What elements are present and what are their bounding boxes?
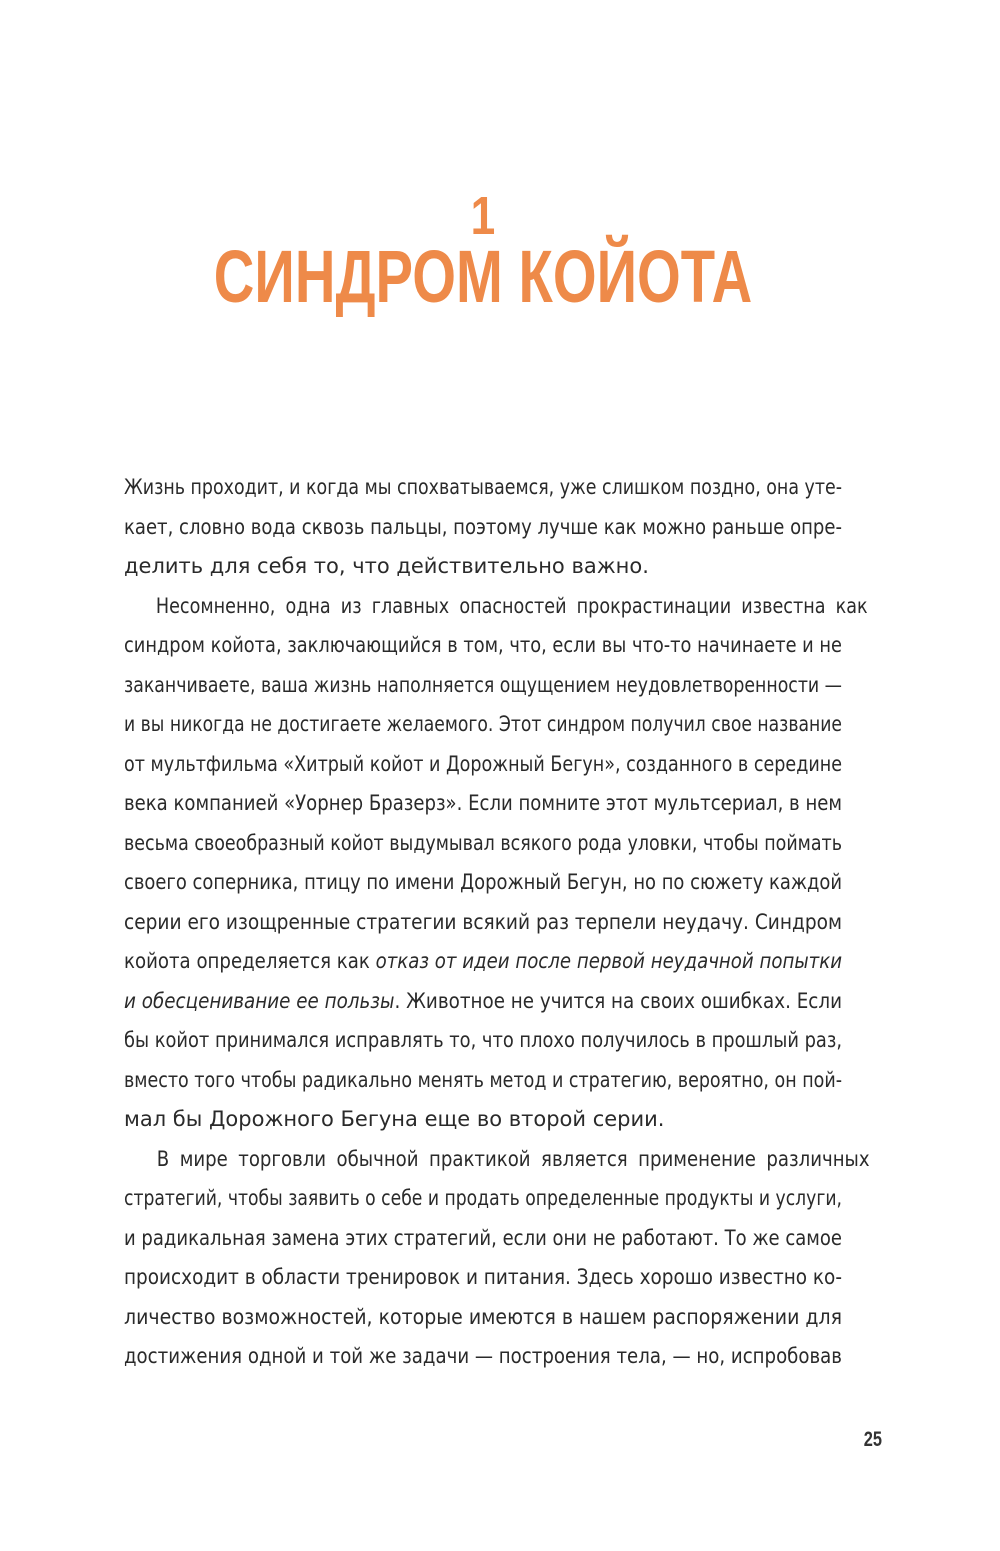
text-line: вместо того чтобы радикально менять метод и стратегию, вероятно, он пой- bbox=[124, 1067, 842, 1092]
text-line: Несомненно, одна из главных опасностей прокрастинации известна как bbox=[155, 593, 868, 618]
text-line: достижения одной и той же задачи — построения тела, — но, испробовав bbox=[124, 1344, 842, 1368]
text-line: личество возможностей, которые имеются в нашем распоряжении для bbox=[124, 1304, 842, 1329]
text-line: века компанией «Уорнер Бразерз». Если помните этот мультсериал, в нем bbox=[124, 791, 842, 815]
paragraph bbox=[124, 468, 842, 587]
text-line: мал бы Дорожного Бегуна еще во второй серии. bbox=[124, 1107, 665, 1131]
text-line: происходит в области тренировок и питания. Здесь хорошо известно ко- bbox=[124, 1265, 842, 1289]
paragraph bbox=[124, 587, 868, 1140]
text-line: заканчиваете, ваша жизнь наполняется ощущением неудовлетворенности — bbox=[124, 672, 842, 697]
text-line: синдром койота, заключающийся в том, что, если вы что-то начинаете и не bbox=[124, 633, 842, 657]
page-number: 25 bbox=[863, 1428, 882, 1451]
chapter-number: 1 bbox=[470, 186, 496, 246]
text-line: В мире торговли обычной практикой является применение различных bbox=[156, 1146, 870, 1171]
text-line: и радикальная замена этих стратегий, если они не работают. То же самое bbox=[124, 1225, 842, 1250]
text-line: от мультфильма «Хитрый койот и Дорожный Бегун», созданного в середине bbox=[124, 751, 842, 776]
text-line: кает, словно вода сквозь пальцы, поэтому лучше как можно раньше опре- bbox=[124, 514, 842, 539]
text-line: койота определяется как отказ от идеи после первой неудачной попытки bbox=[124, 949, 842, 973]
text-line: весьма своеобразный койот выдумывал всякого рода уловки, чтобы поймать bbox=[124, 830, 842, 855]
text-line: бы койот принимался исправлять то, что плохо получилось в прошлый раз, bbox=[124, 1028, 842, 1052]
text-line: серии его изощренные стратегии всякий раз терпели неудачу. Синдром bbox=[124, 909, 842, 934]
text-line: делить для себя то, что действительно важно. bbox=[124, 554, 649, 578]
paragraph bbox=[124, 1140, 870, 1377]
body-text bbox=[124, 468, 870, 1377]
text-line: Жизнь проходит, и когда мы спохватываемся, уже слишком поздно, она уте- bbox=[124, 475, 842, 499]
text-line: и обесценивание ее пользы. Животное не учится на своих ошибках. Если bbox=[124, 988, 842, 1013]
text-line: и вы никогда не достигаете желаемого. Этот синдром получил свое название bbox=[124, 712, 842, 736]
text-line: своего соперника, птицу по имени Дорожный Бегун, но по сюжету каждой bbox=[124, 870, 842, 894]
text-line: стратегий, чтобы заявить о себе и продать определенные продукты и услуги, bbox=[124, 1186, 842, 1210]
italic-phrase: отказ от идеи после первой неудачной попытки bbox=[375, 949, 842, 973]
italic-phrase: и обесценивание ее пользы bbox=[124, 988, 395, 1013]
chapter-title: СИНДРОМ КОЙОТА bbox=[213, 235, 753, 318]
